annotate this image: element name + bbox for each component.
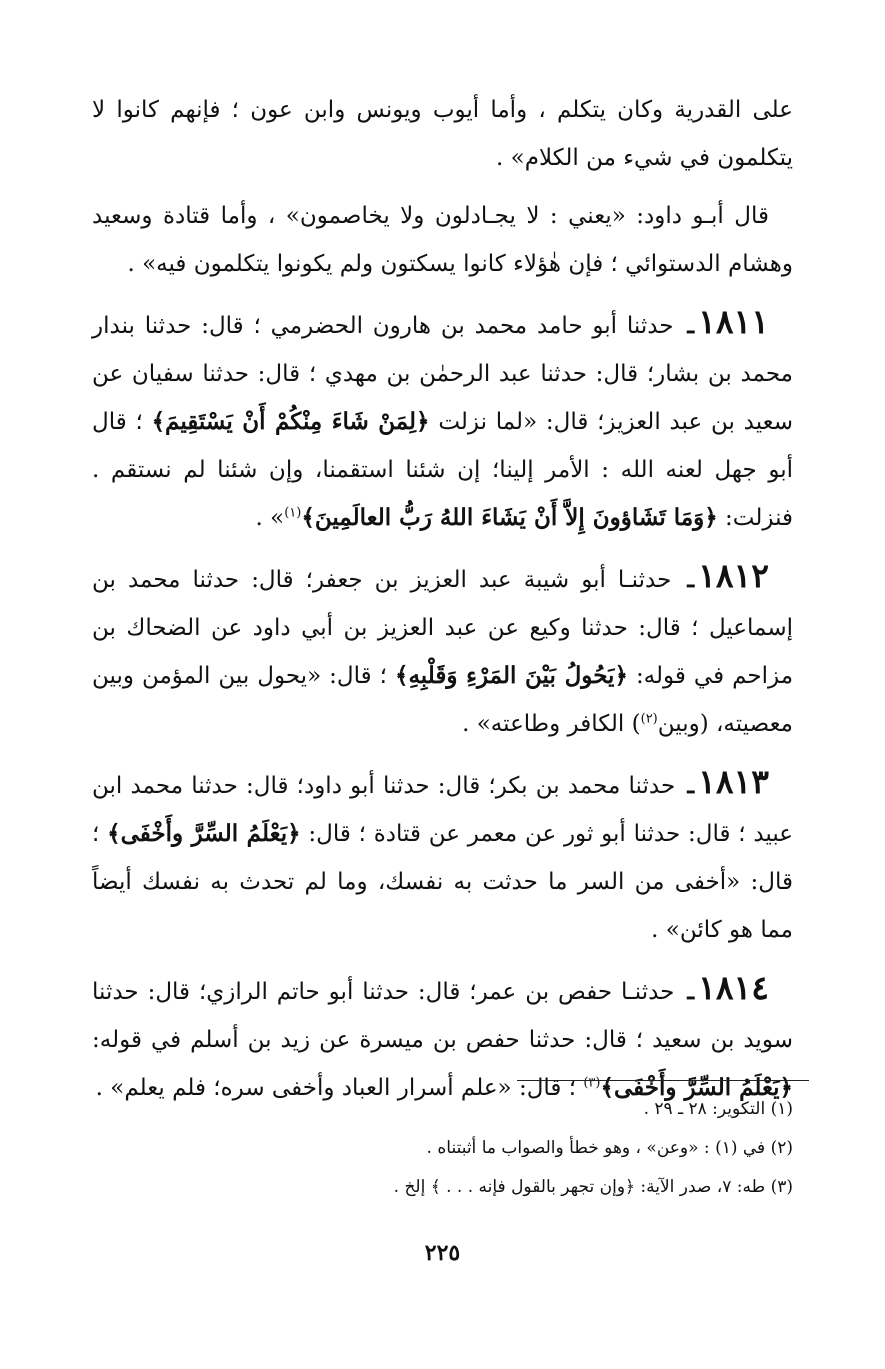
- footnote-1: (١) التكوير: ٢٨ ـ ٢٩ .: [643, 1099, 793, 1119]
- main-text: [92, 86, 793, 1112]
- hadith-text: » .: [255, 505, 285, 531]
- footnote-3: (٣) طه: ٧، صدر الآية: ﴿وإن تجهر بالقول فإنه . . . ﴾ إلخ .: [393, 1177, 793, 1197]
- quran-verse: ﴿يَحُولُ بَيْنَ المَرْءِ وَقَلْبِهِ﴾: [394, 662, 628, 689]
- hadith-1812: [92, 552, 793, 748]
- hadith-number: ١٨١٤: [698, 968, 769, 1007]
- paragraph-abu-dawud-comment: [92, 192, 793, 288]
- quran-verse: ﴿يَعْلَمُ السِّرَّ وأَخْفَى﴾: [600, 1074, 793, 1101]
- quran-verse: ﴿يَعْلَمُ السِّرَّ وأَخْفَى﴾: [107, 820, 301, 847]
- hadith-text: ؛ قال: «يحول بين المؤمن وبين معصيته، (وبين: [92, 663, 793, 737]
- hadith-number: ١٨١٢: [698, 556, 769, 595]
- hadith-text: حدثنا محمد بن بكر؛ قال: حدثنا أبو داود؛ قال: حدثنا محمد ابن عبيد ؛ قال: حدثنا أبو ثور عن معمر عن قتادة ؛ قال:: [92, 773, 794, 847]
- hadith-dash: ـ: [687, 978, 695, 1005]
- hadith-dash: ـ: [687, 312, 695, 339]
- hadith-text: حدثنـا حفص بن عمر؛ قال: حدثنا أبو حاتم الرازي؛ قال: حدثنا سويد بن سعيد ؛ قال: حدثنا حفص بن ميسرة عن زيد بن أسلم في قوله:: [92, 979, 793, 1053]
- hadith-number: ١٨١١: [698, 302, 769, 341]
- hadith-text: ) الكافر وطاعته» .: [462, 711, 641, 737]
- hadith-text: ؛ قال: «علم أسرار العباد وأخفى سره؛ فلم يعلم» .: [95, 1075, 577, 1101]
- footnote-reference: (٢): [640, 711, 658, 727]
- footnote-reference: (١): [284, 505, 302, 521]
- paragraph-text: قال أبـو داود: «يعني : لا يجـادلون ولا يخاصمون» ، وأما قتادة وسعيد وهشام الدستوائي ؛ فإن هٰؤلاء كانوا يسكتون ولم يكونوا يتكلمون فيه» .: [92, 203, 793, 277]
- hadith-1811: [92, 298, 793, 542]
- footnote-reference: (٣): [583, 1075, 601, 1091]
- hadith-text: ؛ قال أبو جهل لعنه الله : الأمر إلينا؛ إن شئنا استقمنا، وإن شئنا لم نستقم . فنزلت:: [92, 409, 793, 531]
- hadith-dash: ـ: [687, 772, 695, 799]
- hadith-text: حدثنـا أبو شيبة عبد العزيز بن جعفر؛ قال: حدثنا محمد بن إسماعيل ؛ قال: حدثنا وكيع عن عبد العزيز بن أبي داود عن الضحاك بن مزاحم في قوله:: [92, 567, 794, 689]
- hadith-text: حدثنا أبو حامد محمد بن هارون الحضرمي ؛ قال: حدثنا بندار محمد بن بشار؛ قال: حدثنا عبد الرحمٰن بن مهدي ؛ قال: حدثنا سفيان عن سعيد بن عبد العزيز؛ قال: «لما نزلت: [92, 313, 794, 435]
- paragraph-continuation: [92, 86, 793, 182]
- paragraph-text: على القدرية وكان يتكلم ، وأما أيوب ويونس وابن عون ؛ فإنهم كانوا لا يتكلمون في شيء من الكلام» .: [92, 97, 793, 171]
- hadith-dash: ـ: [687, 566, 695, 593]
- footnote-divider: [517, 1080, 809, 1081]
- hadith-text: ؛ قال: «أخفى من السر ما حدثت به نفسك، وما لم تحدث به نفسك أيضاً مما هو كائن» .: [92, 821, 793, 943]
- hadith-number: ١٨١٣: [698, 762, 770, 801]
- quran-verse: ﴿لِمَنْ شَاءَ مِنْكُمْ أَنْ يَسْتَقِيمَ﴾: [151, 408, 430, 435]
- quran-verse: ﴿وَمَا تَشَاؤونَ إِلاَّ أَنْ يَشَاءَ اللهُ رَبُّ العالَمِينَ﴾: [301, 504, 718, 531]
- footnotes: [92, 1090, 793, 1207]
- footnote-2: (٢) في (١) : «وعن» ، وهو خطأ والصواب ما أثبتناه .: [426, 1138, 793, 1158]
- page-number: ٢٢٥: [424, 1240, 461, 1266]
- hadith-1813: [92, 758, 793, 954]
